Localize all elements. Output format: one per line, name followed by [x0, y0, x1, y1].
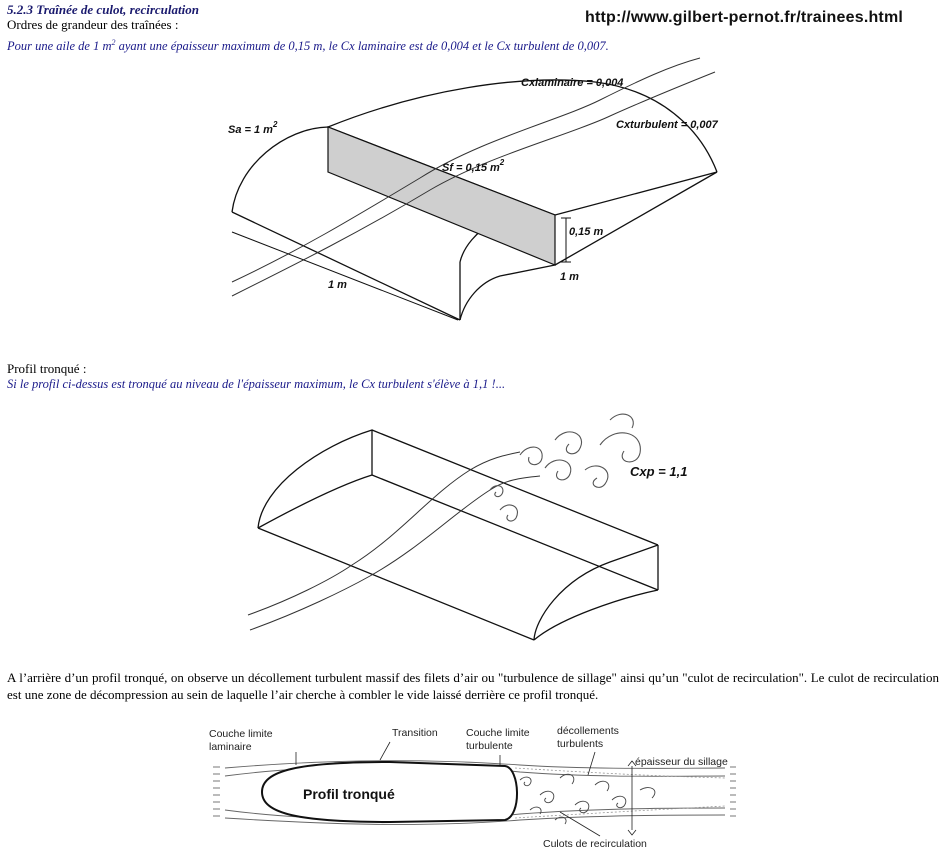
cxp-label: Cxp = 1,1: [630, 464, 688, 479]
section2-intro: Si le profil ci-dessus est tronqué au niveau de l'épaisseur maximum, le Cx turbulent s'élève à 1,1 !...: [7, 377, 506, 391]
sa-label: Sa = 1 $m^2$: [228, 120, 278, 136]
label-body: Profil tronqué: [303, 786, 395, 802]
label-separation-1: décollements: [557, 725, 619, 737]
sf-label: Sf = 0,15 $m^2$: [442, 158, 505, 174]
cx-turbulent-label: Cxturbulent = 0,007: [616, 119, 718, 131]
section-plane: [328, 127, 555, 265]
section2-title: Profil tronqué :: [7, 361, 87, 376]
label-separation-2: turbulents: [557, 738, 604, 750]
length-label-a: 1 m: [328, 279, 347, 291]
wing-figure: [200, 55, 740, 330]
intro-sup: 2: [111, 38, 116, 47]
label-laminar-2: laminaire: [209, 741, 252, 753]
section1-intro: [7, 38, 609, 54]
section1-title: Ordres de grandeur des traînées :: [7, 17, 179, 32]
label-wake: épaisseur du sillage: [635, 756, 728, 768]
explanation-paragraph: A l’arrière d’un profil tronqué, on observe un décollement turbulent massif des filets d’air ou "turbulence de sillage" ainsi qu’un "culot de recirculation". Le culot de recirculation est une zone de décompression au sein de laquelle l’air cherche à combler le vide laissé derrière ce profil tronqué.: [7, 670, 939, 702]
flow-figure: [200, 720, 745, 855]
section-heading: 5.2.3 Traînée de culot, recirculation: [7, 2, 199, 17]
cx-laminar-label: Cxlaminaire = 0,004: [521, 77, 624, 89]
label-turbulent-2: turbulente: [466, 740, 513, 752]
intro-text-b: ayant une épaisseur maximum de 0,15 m, le Cx laminaire est de 0,004 et le Cx turbulent de 0,007.: [115, 39, 609, 54]
source-url: http://www.gilbert-pernot.fr/trainees.html: [585, 9, 904, 26]
label-transition: Transition: [392, 727, 438, 739]
truncated-wing-figure: [240, 400, 710, 645]
thickness-label: 0,15 m: [569, 226, 604, 238]
label-culots: Culots de recirculation: [543, 838, 647, 850]
length-label-b: 1 m: [560, 271, 579, 283]
label-turbulent-1: Couche limite: [466, 727, 530, 739]
label-laminar-1: Couche limite: [209, 728, 273, 740]
intro-text-a: Pour une aile de 1 m: [7, 39, 112, 54]
